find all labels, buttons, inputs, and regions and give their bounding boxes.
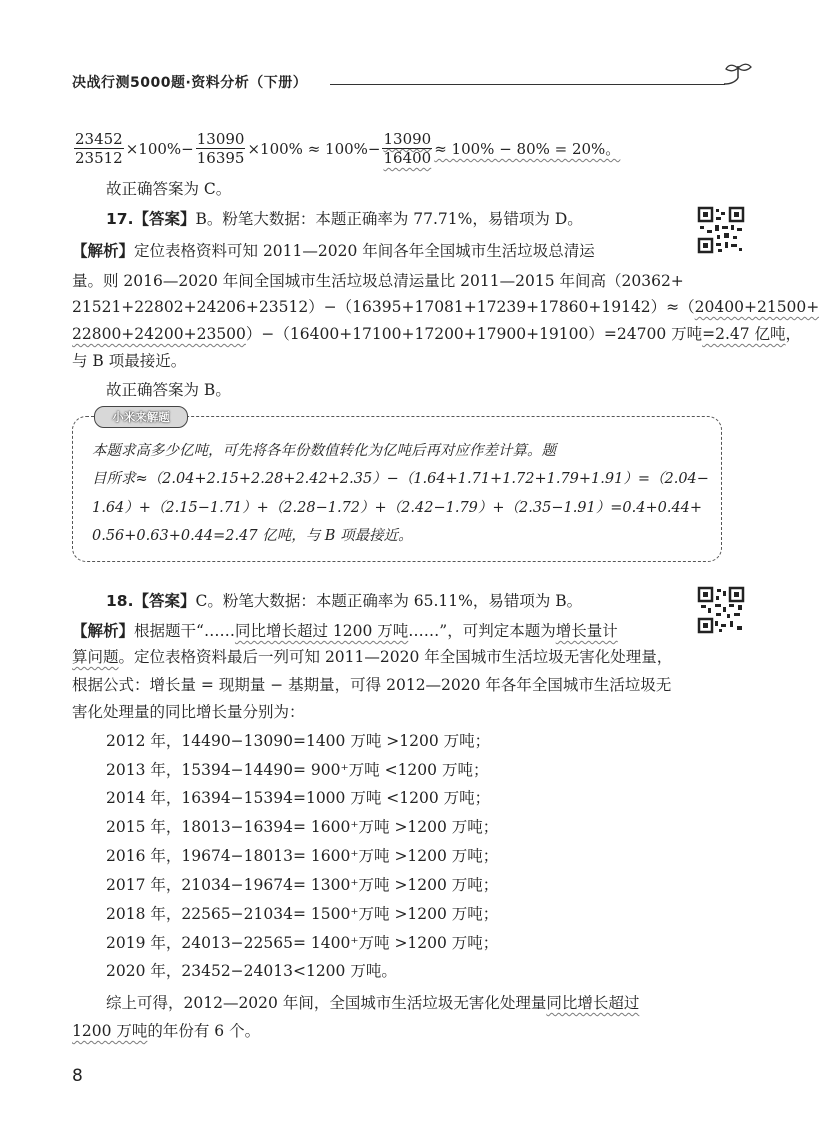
q18-answer-line <box>106 590 582 612</box>
fraction-1 <box>74 130 124 167</box>
analysis-text: 定位表格资料可知 2011—2020 年间各年全国城市生活垃圾总清运 <box>134 242 595 260</box>
q17-analysis-line-1 <box>72 240 595 262</box>
tip-line-2: 目所求≈（2.04+2.15+2.28+2.42+2.35）−（1.64+1.71+1.72+1.79+1.91）=（2.04− <box>92 471 709 487</box>
q16-conclusion: 故正确答案为 C。 <box>106 180 232 198</box>
analysis-text: 。定位表格资料最后一列可知 2011—2020 年全国城市生活垃圾无害化处理量， <box>118 648 673 666</box>
analysis-text: 根据题干“…… <box>134 622 235 640</box>
sprout-icon <box>718 60 758 92</box>
q18-analysis-line-4: 害化处理量的同比增长量分别为： <box>72 703 305 721</box>
summary-text: 的年份有 6 个。 <box>147 1022 261 1040</box>
q17-answer-line <box>106 208 583 230</box>
increase-row: 2018 年，22565−21034= 1500⁺万吨 >1200 万吨； <box>106 905 499 923</box>
highlighted-text: 增长量计 <box>555 622 618 640</box>
running-header-title: 决战行测5000题·资料分析（下册） <box>72 75 308 91</box>
fraction-denominator: 16395 <box>196 149 245 167</box>
tip-line-1: 本题求高多少亿吨，可先将各年份数值转化为亿吨后再对应作差计算。题 <box>92 443 556 459</box>
increase-row: 2020 年，23452−24013<1200 万吨。 <box>106 962 397 980</box>
analysis-text: ）−（16400+17100+17200+17900+19100）=24700 万吨 <box>245 325 703 343</box>
analysis-text: ， <box>785 325 802 343</box>
q17-analysis-line-5: 与 B 项最接近。 <box>72 352 187 370</box>
fraction-numerator: 13090 <box>196 130 245 148</box>
header-rule <box>330 84 725 85</box>
fraction-2 <box>196 130 246 167</box>
answer-label: 17.【答案】 <box>106 210 196 228</box>
page-number: 8 <box>72 1066 83 1086</box>
q17-analysis-line-2: 量。则 2016—2020 年间全国城市生活垃圾总清运量比 2011—2015 年间高（20362+ <box>72 272 684 290</box>
increase-row: 2016 年，19674−18013= 1600⁺万吨 >1200 万吨； <box>106 847 499 865</box>
increase-row: 2014 年，16394−15394=1000 万吨 <1200 万吨； <box>106 789 491 807</box>
q17-analysis-line-3 <box>72 296 819 318</box>
highlighted-text: 同比增长超过 <box>546 994 640 1012</box>
tip-line-4: 0.56+0.63+0.44=2.47 亿吨，与 B 项最接近。 <box>92 528 413 544</box>
q17-analysis-line-4 <box>72 323 801 345</box>
increase-row: 2012 年，14490−13090=1400 万吨 >1200 万吨； <box>106 732 491 750</box>
highlighted-text: 算问题 <box>72 648 119 666</box>
highlighted-text: 同比增长超过 1200 万吨 <box>234 622 409 640</box>
fraction-numerator: 13090 <box>383 130 432 148</box>
analysis-label: 【解析】 <box>72 242 135 260</box>
q18-summary-line-2 <box>72 1020 260 1042</box>
formula-operator: ×100%− <box>125 139 194 158</box>
increase-row: 2019 年，24013−22565= 1400⁺万吨 >1200 万吨； <box>106 934 499 952</box>
fraction-3 <box>382 130 432 167</box>
qr-code-icon[interactable] <box>697 206 745 254</box>
qr-code-icon[interactable] <box>697 586 745 634</box>
increase-row: 2013 年，15394−14490= 900⁺万吨 <1200 万吨； <box>106 761 489 779</box>
increase-row: 2017 年，21034−19674= 1300⁺万吨 >1200 万吨； <box>106 876 499 894</box>
formula-result: ≈ 100% − 80% = 20%。 <box>434 140 621 158</box>
highlighted-text: =2.47 亿吨 <box>702 325 786 343</box>
increase-row: 2015 年，18013−16394= 1600⁺万吨 >1200 万吨； <box>106 818 499 836</box>
answer-text: B。粉笔大数据：本题正确率为 77.71%，易错项为 D。 <box>195 210 583 228</box>
q18-analysis-line-2 <box>72 646 672 668</box>
highlighted-text: 20400+21500+ <box>694 298 819 316</box>
q18-analysis-line-3: 根据公式：增长量 = 现期量 − 基期量，可得 2012—2020 年各年全国城市生活垃圾无 <box>72 676 672 694</box>
calculation-formula <box>72 130 620 167</box>
analysis-text: ……”，可判定本题为 <box>408 622 556 640</box>
q17-conclusion: 故正确答案为 B。 <box>106 381 231 399</box>
q18-summary-line-1 <box>106 992 639 1014</box>
fraction-denominator: 16400 <box>383 149 432 167</box>
answer-text: C。粉笔大数据：本题正确率为 65.11%，易错项为 B。 <box>195 592 583 610</box>
highlighted-text: 22800+24200+23500 <box>72 325 246 343</box>
tip-line-3: 1.64）+（2.15−1.71）+（2.28−1.72）+（2.42−1.79）+（2.35−1.91）=0.4+0.44+ <box>92 500 703 516</box>
tip-box-tag: 小米来解题 <box>94 406 188 428</box>
fraction-denominator: 23512 <box>75 149 123 167</box>
formula-operator: ×100% ≈ 100%− <box>247 139 381 158</box>
summary-text: 综上可得，2012—2020 年间，全国城市生活垃圾无害化处理量 <box>106 994 547 1012</box>
answer-label: 18.【答案】 <box>106 592 196 610</box>
highlighted-text: 1200 万吨 <box>72 1022 148 1040</box>
fraction-numerator: 23452 <box>75 130 123 148</box>
analysis-text: 21521+22802+24206+23512）−（16395+17081+17239+17860+19142）≈（ <box>72 298 695 316</box>
q18-analysis-line-1 <box>72 620 618 642</box>
analysis-label: 【解析】 <box>72 622 135 640</box>
